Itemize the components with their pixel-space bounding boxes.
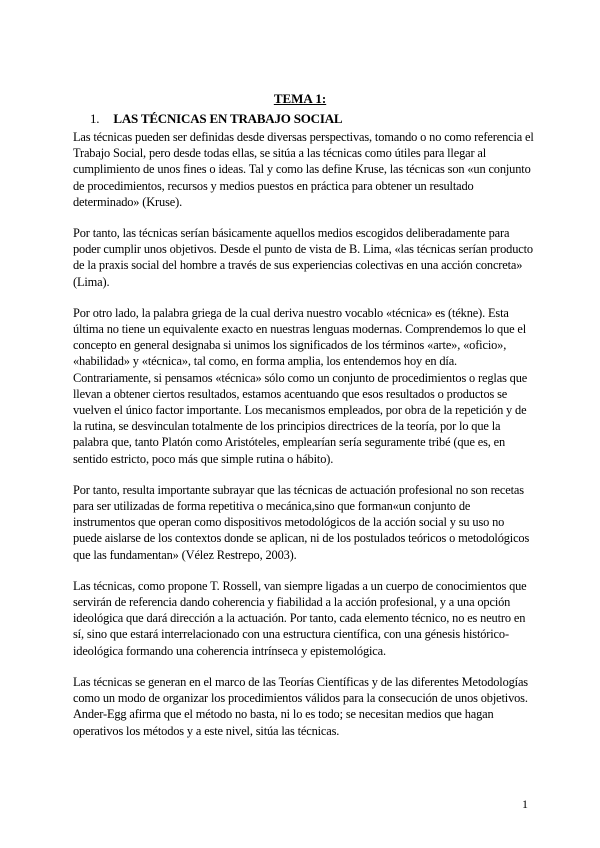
paragraph: Las técnicas, como propone T. Rossell, van siempre ligadas a un cuerpo de conocimientos que servirán de referencia dando coherencia y fiabilidad a la acción profesional, y a una opción ideológica que dará dirección a la actuación. Por tanto, cada elemento técnico, no es neutro en sí, sino que estará interrelacionado con una estructura científica, con una génesis histórico-ideológica formando una coherencia intrínseca y epistemológica. bbox=[73, 578, 527, 658]
paragraph: Por otro lado, la palabra griega de la cual deriva nuestro vocablo «técnica» es (tékne). Esta última no tiene un equivalente exacto en nuestras lenguas modernas. Comprendemos lo que el concepto en general designaba si unimos los significados de los términos «arte», «oficio», «habilidad» y «técnica», tal como, en forma amplia, los entendemos hoy en día. Contrariamente, si pensamos «técnica» sólo como un conjunto de procedimientos o reglas que llevan a obtener ciertos resultados, estamos acentuando que esos resultados o productos se vuelven el único factor importante. Los mecanismos empleados, por obra de la repetición y de la rutina, se desvinculan totalmente de los principios directrices de la teoría, por lo que la palabra que, tanto Platón como Aristóteles, emplearían sería seguramente tribé (que es, en sentido estricto, poco más que simple rutina o hábito). bbox=[73, 305, 528, 466]
paragraph: Las técnicas pueden ser definidas desde diversas perspectivas, tomando o no como referencia el Trabajo Social, pero desde todas ellas, se sitúa a las técnicas como útiles para llegar al cumplimiento de unos fines o ideas. Tal y como las define Kruse, las técnicas son «un conjunto de procedimientos, recursos y medios puestos en práctica para obtener un resultado determinado» (Kruse). bbox=[73, 130, 534, 209]
page-title: TEMA 1: bbox=[273, 91, 327, 106]
section-number: 1. bbox=[90, 111, 100, 126]
body-text bbox=[73, 129, 535, 754]
paragraph: Por tanto, resulta importante subrayar que las técnicas de actuación profesional no son recetas para ser utilizadas de forma repetitiva o mecánica,sino que forman«un conjunto de instrumentos que operan como dispositivos metodológicos de la acción social y su uso no puede aislarse de los contextos donde se aplican, ni de los postulados teóricos o metodológicos que las fundamentan» (Vélez Restrepo, 2003). bbox=[73, 482, 530, 562]
paragraph: Por tanto, las técnicas serían básicamente aquellos medios escogidos deliberadamente para poder cumplir unos objetivos. Desde el punto de vista de B. Lima, «las técnicas serían producto de la praxis social del hombre a través de sus experiencias colectivas en una acción concreta» (Lima). bbox=[73, 226, 533, 289]
section-heading bbox=[90, 111, 342, 127]
paragraph: Las técnicas se generan en el marco de las Teorías Científicas y de las diferentes Metodologías como un modo de organizar los procedimientos válidos para la consecución de unos objetivos. Ander-Egg afirma que el método no basta, ni lo es todo; se necesitan medios que hagan operativos los métodos y a este nivel, sitúa las técnicas. bbox=[73, 674, 528, 738]
section-title: LAS TÉCNICAS EN TRABAJO SOCIAL bbox=[113, 111, 343, 126]
page-number: 1 bbox=[522, 797, 528, 811]
